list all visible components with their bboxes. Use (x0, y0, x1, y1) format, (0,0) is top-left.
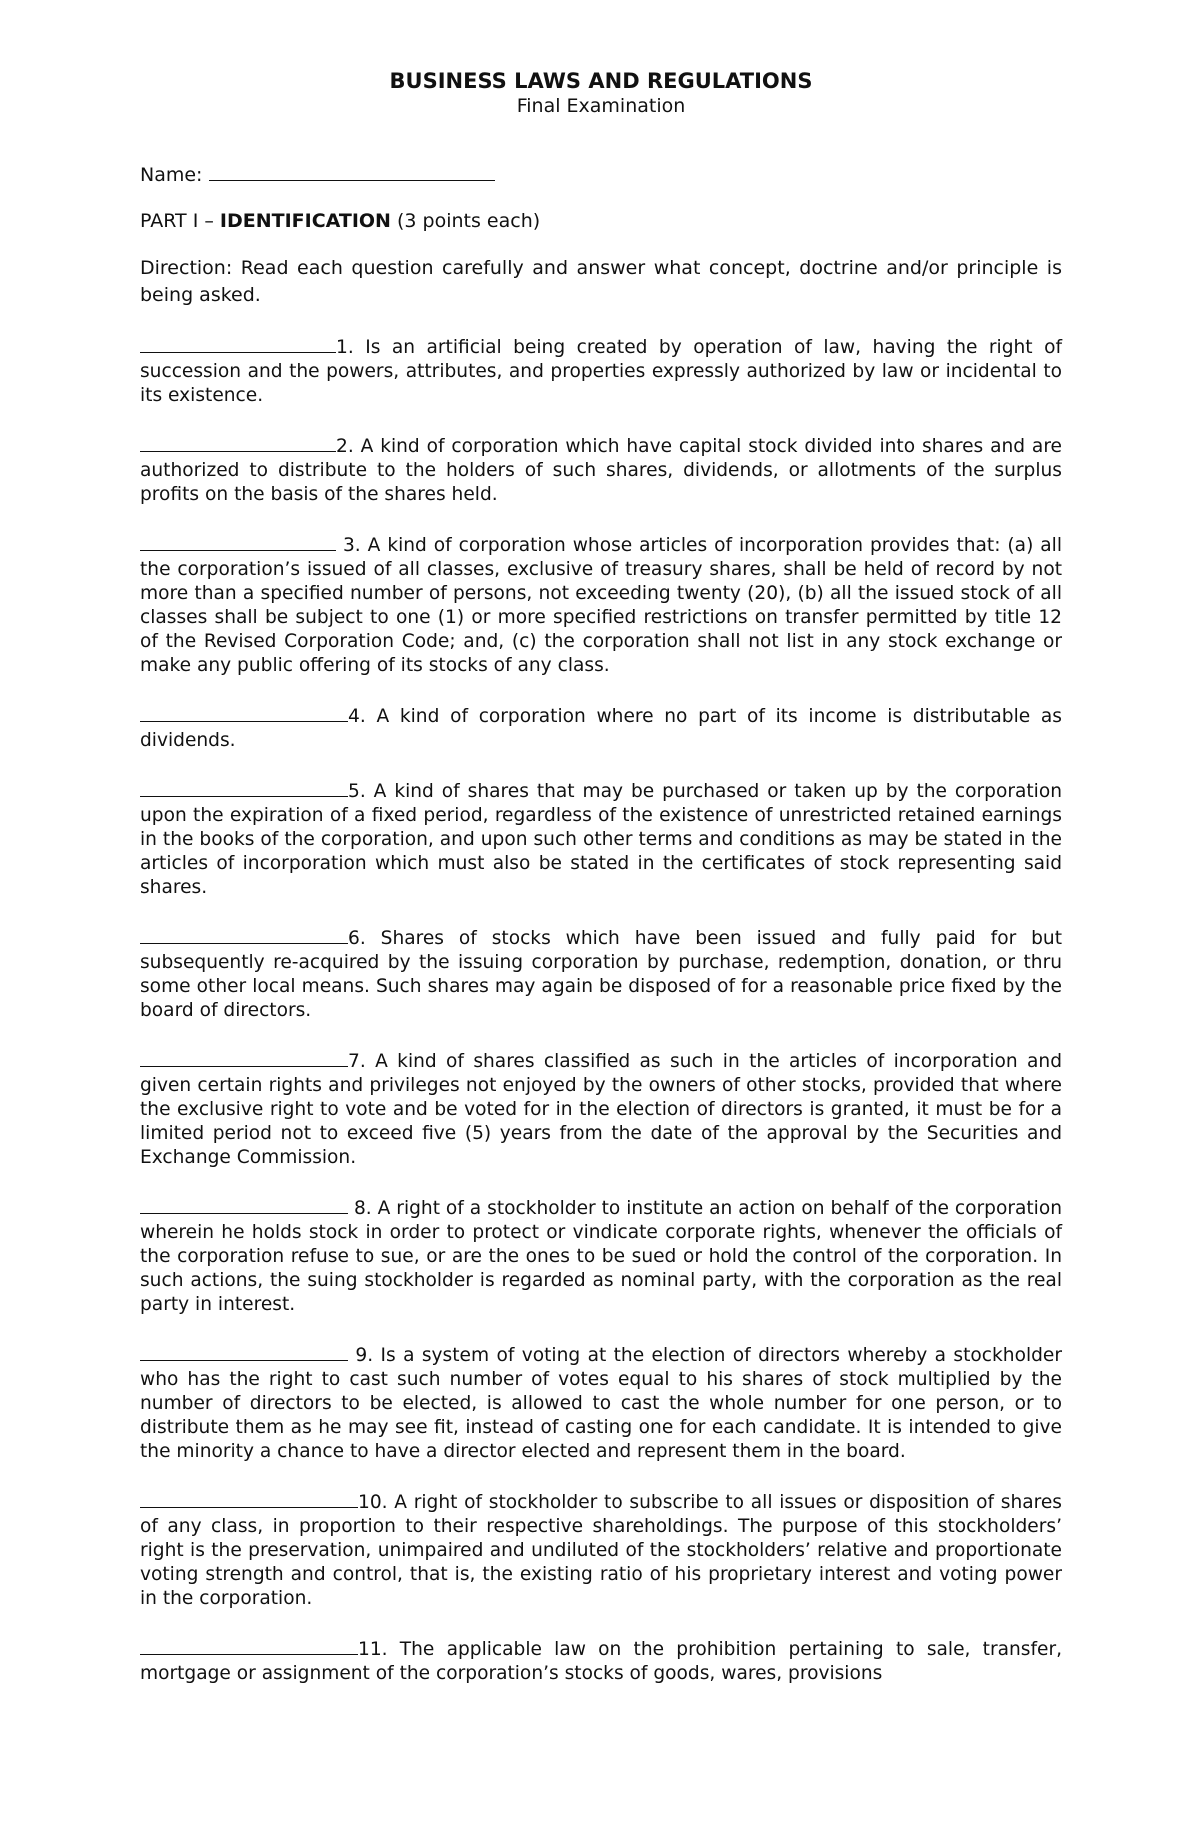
name-row (140, 160, 1062, 187)
answer-blank[interactable] (140, 702, 348, 722)
question-text: 4. A kind of corporation where no part of its income is distributable as dividends. (140, 706, 1062, 751)
question-text: 7. A kind of shares classified as such in the articles of incorporation and given certain rights and privileges not enjoyed by the owners of other stocks, provided that where the exclusive right to vote and be voted for in the election of directors is granted, it must be for a limited period not to exceed five (5) years from the date of the approval by the Securities and Exchange Commission. (140, 1051, 1062, 1168)
question-text: 3. A kind of corporation whose articles of incorporation provides that: (a) all the corporation’s issued of all classes, exclusive of treasury shares, shall be held of record by not more than a specified number of persons, not exceeding twenty (20), (b) all the issued stock of all classes shall be subject to one (1) or more specified restrictions on transfer permitted by title 12 of the Revised Corporation Code; and, (c) the corporation shall not list in any stock exchange or make any public offering of its stocks of any class. (140, 535, 1062, 676)
question-text: 5. A kind of shares that may be purchased or taken up by the corporation upon the expiration of a fixed period, regardless of the existence of unrestricted retained earnings in the books of the corporation, and upon such other terms and conditions as may be stated in the articles of incorporation which must also be stated in the certificates of stock representing said shares. (140, 781, 1062, 898)
question-item (140, 777, 1062, 900)
question-item (140, 1488, 1062, 1611)
answer-blank[interactable] (140, 531, 336, 551)
question-item (140, 1341, 1062, 1464)
answer-blank[interactable] (140, 1047, 348, 1067)
question-text: 11. The applicable law on the prohibition pertaining to sale, transfer, mortgage or assignment of the corporation’s stocks of goods, wares, provisions (140, 1639, 1062, 1684)
answer-blank[interactable] (140, 924, 348, 944)
question-item (140, 333, 1062, 408)
answer-blank[interactable] (140, 333, 336, 353)
answer-blank[interactable] (140, 432, 336, 452)
part-points: (3 points each) (390, 210, 541, 232)
answer-blank[interactable] (140, 1488, 358, 1508)
exam-subtitle: Final Examination (516, 95, 686, 117)
question-text: 2. A kind of corporation which have capital stock divided into shares and are authorized to distribute to the holders of such shares, dividends, or allotments of the surplus profits on the basis of the shares held. (140, 436, 1062, 505)
question-list (140, 333, 1062, 1686)
question-item (140, 1194, 1062, 1317)
exam-title: BUSINESS LAWS AND REGULATIONS (389, 69, 813, 93)
question-item (140, 924, 1062, 1023)
question-item (140, 1635, 1062, 1686)
question-item (140, 1047, 1062, 1170)
question-item (140, 531, 1062, 678)
part-prefix: PART I – (140, 210, 220, 232)
part-title: IDENTIFICATION (219, 210, 391, 232)
answer-blank[interactable] (140, 1635, 358, 1655)
name-blank[interactable] (209, 160, 495, 181)
question-text: 6. Shares of stocks which have been issued and fully paid for but subsequently re-acquired by the issuing corporation by purchase, redemption, donation, or thru some other local means. Such shares may again be disposed of for a reasonable price fixed by the board of directors. (140, 928, 1062, 1021)
question-text: 9. Is a system of voting at the election of directors whereby a stockholder who has the right to cast such number of votes equal to his shares of stock multiplied by the number of directors to be elected, is allowed to cast the whole number for one person, or to distribute them as he may see fit, instead of casting one for each candidate. It is intended to give the minority a chance to have a director elected and represent them in the board. (140, 1345, 1062, 1462)
question-text: 1. Is an artificial being created by operation of law, having the right of succession and the powers, attributes, and properties expressly authorized by law or incidental to its existence. (140, 337, 1062, 406)
question-text: 8. A right of a stockholder to institute an action on behalf of the corporation wherein he holds stock in order to protect or vindicate corporate rights, whenever the officials of the corporation refuse to sue, or are the ones to be sued or hold the control of the corporation. In such actions, the suing stockholder is regarded as nominal party, with the corporation as the real party in interest. (140, 1198, 1062, 1315)
answer-blank[interactable] (140, 777, 348, 797)
question-text: 10. A right of stockholder to subscribe to all issues or disposition of shares of any class, in proportion to their respective shareholdings. The purpose of this stockholders’ right is the preservation, unimpaired and undiluted of the stockholders’ relative and proportionate voting strength and control, that is, the existing ratio of his proprietary interest and voting power in the corporation. (140, 1492, 1062, 1609)
direction-text: Direction: Read each question carefully and answer what concept, doctrine and/or principle is being asked. (140, 257, 1062, 306)
question-item (140, 702, 1062, 753)
exam-page (140, 68, 1062, 1686)
question-item (140, 432, 1062, 507)
part-heading (140, 209, 1062, 233)
answer-blank[interactable] (140, 1341, 348, 1361)
answer-blank[interactable] (140, 1194, 348, 1214)
name-label: Name: (140, 164, 203, 186)
